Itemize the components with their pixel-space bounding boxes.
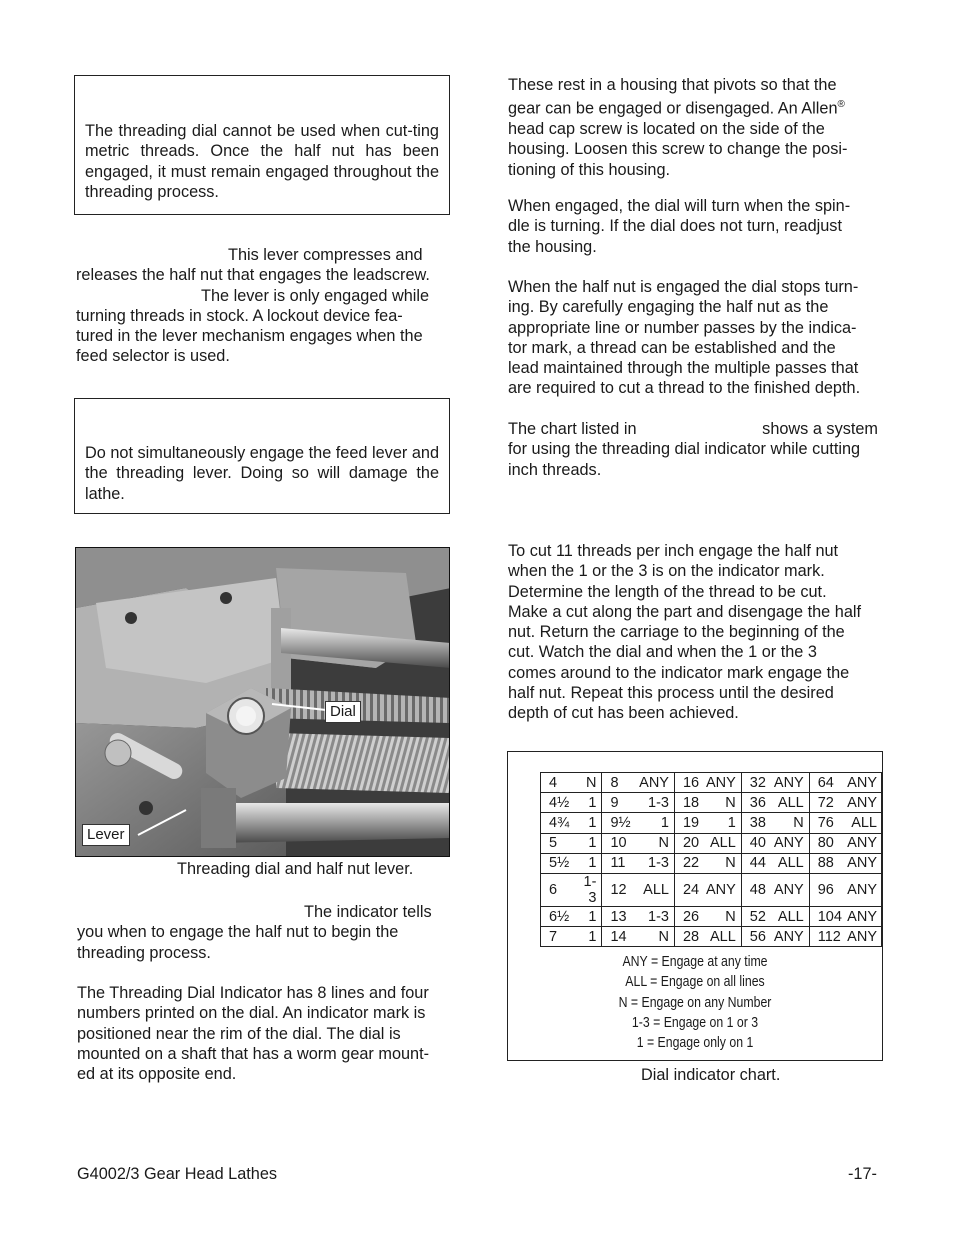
page-number: -17- [848, 1165, 877, 1183]
engage-code-cell: ALL [777, 855, 804, 872]
threads-per-inch-cell: 13 [602, 906, 639, 926]
threads-per-inch-cell: 18 [674, 793, 705, 813]
engage-code-cell: ANY [773, 835, 804, 852]
engage-code-cell: ALL [643, 881, 669, 898]
lever-line: releases the half nut that engages the leadscrew. [76, 266, 430, 285]
threads-per-inch-cell: 104 [809, 906, 847, 926]
engage-code-cell: N [793, 814, 804, 831]
engage-code-cell: N [658, 835, 669, 852]
registered-mark: ® [837, 99, 845, 111]
example-line: To cut 11 threads per inch engage the half nut [508, 542, 839, 560]
engage-code-cell: 1-3 [648, 908, 669, 925]
engaged-paragraph [508, 196, 878, 257]
threads-per-inch-cell: 48 [741, 873, 774, 906]
threads-per-inch-cell: 26 [674, 906, 705, 926]
engage-code-cell: ANY [847, 774, 877, 791]
legend-line: 1 = Engage only on 1 [636, 1034, 754, 1052]
dial-chart-row [541, 793, 882, 813]
dial-description-paragraph [77, 983, 447, 1084]
threads-per-inch-cell: 9½ [602, 813, 639, 833]
threads-per-inch-cell: 40 [741, 833, 774, 853]
engage-code-cell: ANY [773, 928, 804, 945]
engaged-line: the housing. [508, 237, 597, 256]
chart-reference-line: for using the threading dial indicator while cutting [508, 440, 861, 459]
dial-chart-row [541, 906, 882, 926]
threads-per-inch-cell: 5 [549, 835, 558, 852]
threads-per-inch-cell: 64 [809, 773, 847, 793]
engage-code-cell: 1-3 [583, 873, 597, 906]
engage-code-cell: ANY [705, 881, 736, 898]
dial-indicator-chart [507, 751, 883, 1061]
engage-code-cell: 1 [727, 814, 736, 831]
threads-per-inch-cell: 52 [741, 906, 774, 926]
engage-code-cell: ALL [709, 835, 736, 852]
housing-line: head cap screw is located on the side of the [508, 120, 825, 139]
half-nut-line: appropriate line or number passes by the indica- [508, 318, 857, 337]
engage-code-cell: ANY [847, 908, 877, 925]
threads-per-inch-cell: 16 [674, 773, 705, 793]
threads-per-inch-cell: 88 [809, 853, 847, 873]
housing-line: tioning of this housing. [508, 160, 671, 179]
chart-reference-text: shows a system [762, 420, 878, 438]
engage-code-cell: 1 [588, 855, 597, 872]
threading-dial-photo [75, 547, 450, 857]
legend-line: ANY = Engage at any time [622, 953, 768, 970]
chart-reference-line [508, 419, 878, 439]
half-nut-line: lead maintained through the multiple passes that [508, 359, 859, 378]
threads-per-inch-cell: 12 [602, 873, 639, 906]
threads-per-inch-cell: 32 [741, 773, 774, 793]
lever-paragraph [76, 245, 446, 367]
half-nut-line: are required to cut a thread to the finished depth. [508, 379, 861, 398]
engage-code-cell: ALL [851, 814, 877, 831]
engage-code-cell: ANY [705, 774, 736, 791]
lever-line: turning threads in stock. A lockout device fea- [76, 306, 403, 325]
example-line: half nut. Repeat this process until the desired [508, 684, 834, 703]
dial-line: ed at its opposite end. [77, 1065, 237, 1084]
engage-code-cell: 1 [588, 835, 597, 852]
engage-code-cell: N [725, 855, 736, 872]
threads-per-inch-cell: 11 [602, 853, 639, 873]
engage-code-cell: ANY [847, 881, 877, 898]
threads-per-inch-cell: 10 [602, 833, 639, 853]
threads-per-inch-cell: 8 [602, 773, 639, 793]
housing-line-text: gear can be engaged or disengaged. An Allen [508, 99, 838, 118]
engage-code-cell: 1 [588, 928, 597, 945]
threads-per-inch-cell: 28 [674, 927, 705, 947]
example-line: Determine the length of the thread to be cut. [508, 582, 827, 601]
engage-code-cell: ANY [847, 835, 877, 852]
lever-line: tured in the lever mechanism engages when the [76, 327, 423, 346]
engage-code-cell: ANY [847, 928, 877, 945]
dial-chart-row [541, 833, 882, 853]
engaged-line: dle is turning. If the dial does not turn, readjust [508, 217, 842, 236]
example-line: depth of cut has been achieved. [508, 704, 739, 723]
legend-line: ALL = Engage on all lines [625, 973, 765, 991]
chart-reference-text: The chart listed in [508, 420, 637, 438]
note-box-feed-lever [74, 398, 450, 514]
engage-code-cell: ALL [777, 908, 804, 925]
threads-per-inch-cell: 14 [602, 927, 639, 947]
threads-per-inch-cell: 96 [809, 873, 847, 906]
threads-per-inch-cell: 36 [741, 793, 774, 813]
indicator-line: The indicator tells [304, 903, 432, 921]
threads-per-inch-cell: 5½ [549, 855, 570, 872]
lever-line: This lever compresses and [228, 246, 423, 264]
housing-line: These rest in a housing that pivots so that the [508, 76, 837, 94]
threads-per-inch-cell: 38 [741, 813, 774, 833]
engage-code-cell: ALL [777, 794, 804, 811]
example-line: when the 1 or the 3 is on the indicator mark. [508, 562, 825, 581]
engage-code-cell: ANY [639, 774, 669, 791]
engage-code-cell: ANY [847, 794, 877, 811]
chart-reference-line: inch threads. [508, 460, 602, 479]
half-nut-paragraph [508, 277, 878, 399]
example-line: cut. Watch the dial and when the 1 or the 3 [508, 643, 817, 662]
dial-line: positioned near the rim of the dial. The dial is [77, 1024, 401, 1043]
threads-per-inch-cell: 72 [809, 793, 847, 813]
lever-callout-label: Lever [82, 824, 130, 846]
example-line: nut. Return the carriage to the beginning of the [508, 623, 845, 642]
dial-line: mounted on a shaft that has a worm gear mount- [77, 1044, 430, 1063]
dial-line: The Threading Dial Indicator has 8 lines and four [77, 984, 429, 1002]
threads-per-inch-cell: 6 [549, 881, 558, 898]
threads-per-inch-cell: 44 [741, 853, 774, 873]
example-line: Make a cut along the part and disengage the half [508, 602, 862, 621]
engage-code-cell: 1-3 [648, 855, 669, 872]
dial-chart-row [541, 873, 882, 906]
dial-line: numbers printed on the dial. An indicator mark is [77, 1004, 426, 1023]
lathe-carriage-illustration [76, 548, 450, 857]
engage-code-cell: N [725, 908, 736, 925]
housing-line: housing. Loosen this screw to change the posi- [508, 140, 848, 159]
dial-chart-row [541, 853, 882, 873]
threads-per-inch-cell: 80 [809, 833, 847, 853]
legend-line: N = Engage on any Number [618, 993, 772, 1011]
engage-code-cell: ALL [709, 928, 736, 945]
engage-code-cell: N [725, 794, 736, 811]
threads-per-inch-cell: 24 [674, 873, 705, 906]
legend-line: 1-3 = Engage on 1 or 3 [631, 1013, 759, 1031]
note-metric-text: The threading dial cannot be used when cut-ting metric threads. Once the half nut has been engaged, it must remain engaged throughout the threading process. [85, 122, 439, 201]
engage-code-cell: N [585, 774, 597, 791]
threads-per-inch-cell: 56 [741, 927, 774, 947]
half-nut-line: tor mark, a thread can be established and the [508, 338, 836, 357]
half-nut-line: ing. By carefully engaging the half nut as the [508, 298, 829, 317]
dial-chart-row [541, 927, 882, 947]
engage-code-cell: 1 [588, 794, 597, 811]
footer-title: G4002/3 Gear Head Lathes [77, 1165, 278, 1183]
engage-code-cell: ANY [847, 855, 877, 872]
threads-per-inch-cell: 20 [674, 833, 705, 853]
photo-caption: Threading dial and half nut lever. [177, 860, 414, 878]
engage-code-cell: N [658, 928, 669, 945]
half-nut-line: When the half nut is engaged the dial stops turn- [508, 278, 859, 296]
indicator-line: you when to engage the half nut to begin the [77, 923, 399, 942]
indicator-paragraph [77, 902, 447, 963]
note-box-metric [74, 75, 450, 215]
dial-chart-row [541, 813, 882, 833]
dial-chart-table [540, 772, 882, 947]
threads-per-inch-cell: 7 [549, 928, 558, 945]
lever-line: feed selector is used. [76, 347, 230, 366]
threads-per-inch-cell: 112 [809, 927, 847, 947]
threads-per-inch-cell: 4 [549, 774, 558, 791]
engage-code-cell: ANY [773, 881, 804, 898]
dial-callout-label: Dial [325, 701, 361, 723]
housing-line [508, 95, 878, 119]
threads-per-inch-cell: 19 [674, 813, 705, 833]
threads-per-inch-cell: 76 [809, 813, 847, 833]
housing-paragraph [508, 75, 878, 180]
threads-per-inch-cell: 4½ [549, 794, 570, 811]
engage-code-cell: 1 [660, 814, 669, 831]
dial-chart-legend [542, 952, 849, 1053]
engage-code-cell: 1 [588, 814, 597, 831]
chart-caption: Dial indicator chart. [641, 1066, 781, 1084]
threads-per-inch-cell: 6½ [549, 908, 570, 925]
indicator-line: threading process. [77, 943, 211, 962]
example-line: comes around to the indicator mark engage the [508, 663, 850, 682]
note-feed-lever-text: Do not simultaneously engage the feed lever and the threading lever. Doing so will damage the lathe. [85, 444, 439, 503]
chart-reference-paragraph [508, 419, 878, 480]
dial-chart-row [541, 773, 882, 793]
example-paragraph [508, 541, 878, 724]
threads-per-inch-cell: 9 [602, 793, 639, 813]
threads-per-inch-cell: 4¾ [549, 814, 570, 831]
engage-code-cell: 1-3 [648, 794, 669, 811]
lever-line: The lever is only engaged while [201, 286, 430, 305]
engaged-line: When engaged, the dial will turn when the spin- [508, 197, 851, 215]
threads-per-inch-cell: 22 [674, 853, 705, 873]
engage-code-cell: 1 [588, 908, 597, 925]
engage-code-cell: ANY [773, 774, 804, 791]
